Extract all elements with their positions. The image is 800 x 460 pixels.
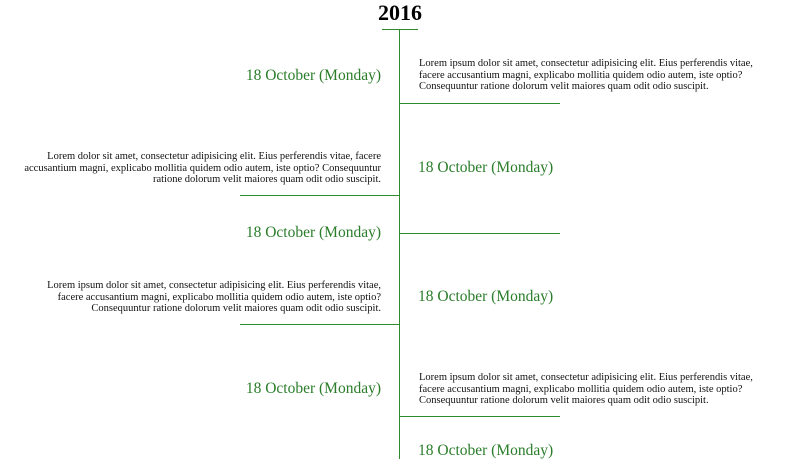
entry-1-connector: [400, 103, 560, 104]
entry-2-date: 18 October (Monday): [418, 159, 554, 176]
entry-5-date: 18 October (Monday): [245, 380, 381, 397]
timeline-year: 2016: [378, 0, 422, 25]
entry-6-date: 18 October (Monday): [418, 442, 554, 459]
entry-3-connector: [400, 233, 560, 234]
entry-4-connector: [240, 324, 400, 325]
entry-3-date: 18 October (Monday): [245, 224, 381, 241]
entry-4-text: Lorem ipsum dolor sit amet, consectetur adipisicing elit. Eius perferendis vitae, facere accusantium magni, explicabo mollitia quidem odio autem, iste optio? Consequuntur ratione dolorum velit maiores quam odit odio suscipit.: [47, 280, 381, 315]
year-underline: [382, 29, 418, 30]
entry-2-connector: [240, 195, 400, 196]
entry-5-connector: [400, 416, 560, 417]
entry-1-text: Lorem ipsum dolor sit amet, consectetur adipisicing elit. Eius perferendis vitae, facere accusantium magni, explicabo mollitia quidem odio autem, iste optio? Consequuntur ratione dolorum velit maiores quam odit odio suscipit.: [419, 58, 753, 93]
entry-5-text: Lorem ipsum dolor sit amet, consectetur adipisicing elit. Eius perferendis vitae, facere accusantium magni, explicabo mollitia quidem odio autem, iste optio? Consequuntur ratione dolorum velit maiores quam odit odio suscipit.: [419, 372, 753, 407]
entry-2-text: Lorem dolor sit amet, consectetur adipisicing elit. Eius perferendis vitae, facere accusantium magni, explicabo mollitia quidem odio autem, iste optio? Consequuntur ratione dolorum velit maiores quam odit odio suscipit.: [24, 151, 381, 186]
entry-4-date: 18 October (Monday): [418, 288, 554, 305]
timeline-axis: [399, 29, 400, 459]
entry-1-date: 18 October (Monday): [245, 67, 381, 84]
